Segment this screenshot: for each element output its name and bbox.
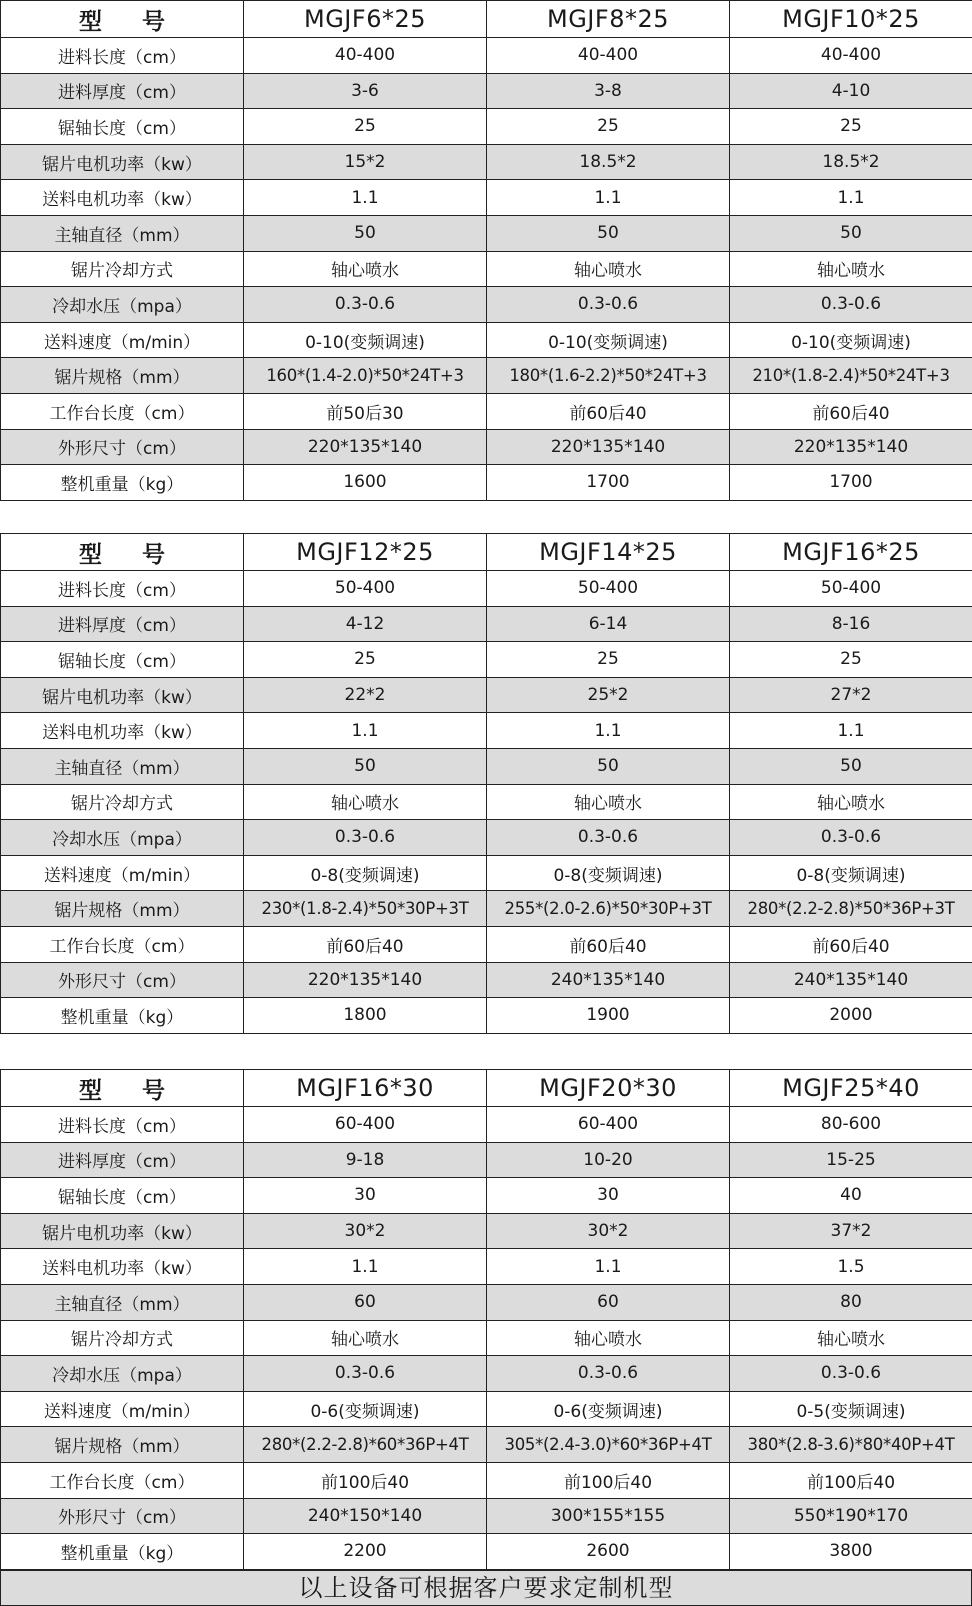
spec-value: 3-6 [244, 73, 487, 109]
spec-value: 30*2 [244, 1213, 487, 1249]
spec-value: 0-10(变频调速) [730, 322, 972, 358]
spec-label: 进料长度（cm） [1, 38, 244, 74]
spec-value: 1.5 [730, 1249, 972, 1285]
spec-value: 0.3-0.6 [487, 1356, 730, 1392]
spec-label: 工作台长度（cm） [1, 1462, 244, 1498]
spec-value: 0.3-0.6 [730, 1356, 972, 1392]
spec-value: 4-12 [244, 606, 487, 642]
spec-value: 50-400 [244, 571, 487, 607]
spec-value: 22*2 [244, 677, 487, 713]
model-name: MGJF8*25 [487, 1, 730, 38]
model-label-char: 型 [79, 1077, 102, 1104]
spec-value: 210*(1.8-2.4)*50*24T+3 [730, 358, 972, 394]
spec-value: 0.3-0.6 [244, 287, 487, 323]
spec-value: 1.1 [244, 1249, 487, 1285]
spec-label: 送料电机功率（kw） [1, 180, 244, 216]
spec-value: 25*2 [487, 677, 730, 713]
spec-row [1, 358, 972, 394]
spec-value: 2000 [730, 998, 972, 1034]
spec-value: 轴心喷水 [244, 251, 487, 287]
model-label-char: 型 [79, 8, 102, 35]
spec-value: 9-18 [244, 1142, 487, 1178]
spec-row [1, 393, 972, 429]
spec-label: 锯片规格（mm） [1, 1427, 244, 1463]
spec-row [1, 1356, 972, 1392]
spec-row [1, 1142, 972, 1178]
spec-row [1, 1249, 972, 1285]
spec-value: 60-400 [487, 1107, 730, 1143]
spec-row [1, 1498, 972, 1534]
spec-value: 305*(2.4-3.0)*60*36P+4T [487, 1427, 730, 1463]
spec-value: 380*(2.8-3.6)*80*40P+4T [730, 1427, 972, 1463]
spec-row [1, 998, 972, 1034]
spec-value: 280*(2.2-2.8)*50*36P+3T [730, 891, 972, 927]
spec-row [1, 606, 972, 642]
spec-value: 50-400 [487, 571, 730, 607]
spec-row [1, 322, 972, 358]
spec-value: 37*2 [730, 1213, 972, 1249]
spec-value: 220*135*140 [244, 962, 487, 998]
spec-row [1, 571, 972, 607]
spec-label: 送料电机功率（kw） [1, 1249, 244, 1285]
spec-row [1, 1178, 972, 1214]
spec-value: 40 [730, 1178, 972, 1214]
spec-label: 锯片规格（mm） [1, 891, 244, 927]
spec-value: 1.1 [244, 180, 487, 216]
spec-value: 1.1 [487, 180, 730, 216]
spec-value: 前60后40 [244, 926, 487, 962]
spec-value: 轴心喷水 [487, 251, 730, 287]
spec-label: 主轴直径（mm） [1, 215, 244, 251]
spec-table-1 [0, 0, 972, 501]
spec-value: 轴心喷水 [487, 784, 730, 820]
spec-value: 240*135*140 [487, 962, 730, 998]
spec-value: 50 [487, 215, 730, 251]
spec-value: 40-400 [730, 38, 972, 74]
spec-value: 0.3-0.6 [487, 820, 730, 856]
spec-label: 进料厚度（cm） [1, 73, 244, 109]
spec-value: 80 [730, 1284, 972, 1320]
spec-row [1, 891, 972, 927]
model-name: MGJF10*25 [730, 1, 972, 38]
spec-label: 整机重量（kg） [1, 998, 244, 1034]
spec-value: 0.3-0.6 [487, 287, 730, 323]
spec-label: 锯片规格（mm） [1, 358, 244, 394]
spec-value: 220*135*140 [730, 429, 972, 465]
spec-value: 前60后40 [487, 926, 730, 962]
spec-value: 3800 [730, 1534, 972, 1570]
spec-value: 40-400 [487, 38, 730, 74]
model-label-char: 号 [142, 541, 165, 568]
spec-row [1, 109, 972, 145]
spec-value: 160*(1.4-2.0)*50*24T+3 [244, 358, 487, 394]
spec-value: 240*150*140 [244, 1498, 487, 1534]
spec-value: 25 [487, 642, 730, 678]
spec-row [1, 1462, 972, 1498]
spec-row [1, 784, 972, 820]
spec-value: 220*135*140 [487, 429, 730, 465]
spec-value: 0-6(变频调速) [487, 1391, 730, 1427]
spec-label: 冷却水压（mpa） [1, 287, 244, 323]
spec-label: 整机重量（kg） [1, 1534, 244, 1570]
spec-value: 40-400 [244, 38, 487, 74]
spec-label: 锯片冷却方式 [1, 1320, 244, 1356]
model-name: MGJF12*25 [244, 534, 487, 571]
model-header-label [1, 1, 244, 38]
spec-value: 280*(2.2-2.8)*60*36P+4T [244, 1427, 487, 1463]
spec-value: 前60后40 [730, 393, 972, 429]
spec-label: 冷却水压（mpa） [1, 1356, 244, 1392]
spec-value: 1900 [487, 998, 730, 1034]
spec-row [1, 1427, 972, 1463]
spec-value: 1700 [730, 465, 972, 501]
spec-label: 锯片电机功率（kw） [1, 144, 244, 180]
model-label-char: 号 [142, 8, 165, 35]
spec-value: 80-600 [730, 1107, 972, 1143]
model-header-row [1, 1, 972, 38]
spec-value: 50 [244, 748, 487, 784]
spec-value: 300*155*155 [487, 1498, 730, 1534]
spec-value: 轴心喷水 [244, 784, 487, 820]
spec-row [1, 748, 972, 784]
spec-value: 60-400 [244, 1107, 487, 1143]
spec-label: 主轴直径（mm） [1, 748, 244, 784]
spec-value: 轴心喷水 [487, 1320, 730, 1356]
spec-value: 1.1 [487, 1249, 730, 1285]
spec-value: 255*(2.0-2.6)*50*30P+3T [487, 891, 730, 927]
spec-value: 1700 [487, 465, 730, 501]
spec-row [1, 677, 972, 713]
spec-label: 进料长度（cm） [1, 1107, 244, 1143]
spec-value: 25 [244, 109, 487, 145]
spec-label: 进料厚度（cm） [1, 606, 244, 642]
spec-value: 前60后40 [730, 926, 972, 962]
spec-row [1, 820, 972, 856]
spec-value: 0-10(变频调速) [487, 322, 730, 358]
spec-row [1, 465, 972, 501]
spec-table-3 [0, 1069, 972, 1570]
spec-value: 50 [487, 748, 730, 784]
model-name: MGJF6*25 [244, 1, 487, 38]
spec-label: 锯轴长度（cm） [1, 1178, 244, 1214]
spec-row [1, 962, 972, 998]
spec-row [1, 926, 972, 962]
spec-value: 15-25 [730, 1142, 972, 1178]
spec-value: 轴心喷水 [244, 1320, 487, 1356]
spec-value: 轴心喷水 [730, 784, 972, 820]
spec-value: 1800 [244, 998, 487, 1034]
spec-row [1, 215, 972, 251]
spec-value: 25 [244, 642, 487, 678]
spec-value: 230*(1.8-2.4)*50*30P+3T [244, 891, 487, 927]
spec-value: 0.3-0.6 [730, 820, 972, 856]
spec-row [1, 251, 972, 287]
spec-value: 0-8(变频调速) [487, 855, 730, 891]
model-name: MGJF16*25 [730, 534, 972, 571]
spec-value: 0.3-0.6 [244, 820, 487, 856]
spec-value: 15*2 [244, 144, 487, 180]
model-name: MGJF16*30 [244, 1070, 487, 1107]
spec-value: 3-8 [487, 73, 730, 109]
spec-value: 2600 [487, 1534, 730, 1570]
model-label-char: 型 [79, 541, 102, 568]
spec-value: 0-8(变频调速) [244, 855, 487, 891]
spec-value: 0.3-0.6 [244, 1356, 487, 1392]
spec-value: 6-14 [487, 606, 730, 642]
spec-row [1, 38, 972, 74]
spec-label: 送料速度（m/min） [1, 855, 244, 891]
spec-label: 主轴直径（mm） [1, 1284, 244, 1320]
spec-label: 外形尺寸（cm） [1, 429, 244, 465]
model-name: MGJF20*30 [487, 1070, 730, 1107]
spec-value: 0.3-0.6 [730, 287, 972, 323]
model-header-row [1, 534, 972, 571]
spec-value: 60 [487, 1284, 730, 1320]
spec-value: 60 [244, 1284, 487, 1320]
spec-label: 整机重量（kg） [1, 465, 244, 501]
spec-value: 8-16 [730, 606, 972, 642]
spec-row [1, 1107, 972, 1143]
spec-label: 送料速度（m/min） [1, 322, 244, 358]
spec-label: 外形尺寸（cm） [1, 962, 244, 998]
spec-label: 锯片电机功率（kw） [1, 677, 244, 713]
spec-row [1, 1391, 972, 1427]
spec-value: 220*135*140 [244, 429, 487, 465]
spec-value: 前100后40 [244, 1462, 487, 1498]
spec-row [1, 73, 972, 109]
spec-row [1, 713, 972, 749]
spec-value: 25 [487, 109, 730, 145]
spec-value: 30*2 [487, 1213, 730, 1249]
spec-label: 工作台长度（cm） [1, 926, 244, 962]
spec-label: 送料速度（m/min） [1, 1391, 244, 1427]
spec-label: 进料长度（cm） [1, 571, 244, 607]
spec-value: 25 [730, 642, 972, 678]
spec-value: 0-5(变频调速) [730, 1391, 972, 1427]
spec-row [1, 287, 972, 323]
spec-label: 冷却水压（mpa） [1, 820, 244, 856]
spec-row [1, 1534, 972, 1570]
spec-value: 前100后40 [487, 1462, 730, 1498]
spec-value: 轴心喷水 [730, 1320, 972, 1356]
spec-value: 4-10 [730, 73, 972, 109]
model-header-label [1, 1070, 244, 1107]
spec-value: 18.5*2 [730, 144, 972, 180]
spec-value: 180*(1.6-2.2)*50*24T+3 [487, 358, 730, 394]
spec-value: 1600 [244, 465, 487, 501]
spec-label: 锯片电机功率（kw） [1, 1213, 244, 1249]
spec-value: 18.5*2 [487, 144, 730, 180]
spec-row [1, 1320, 972, 1356]
spec-row [1, 1284, 972, 1320]
spec-value: 轴心喷水 [730, 251, 972, 287]
spec-value: 50 [730, 748, 972, 784]
spec-row [1, 429, 972, 465]
spec-label: 锯轴长度（cm） [1, 642, 244, 678]
spec-value: 1.1 [730, 713, 972, 749]
spec-value: 0-8(变频调速) [730, 855, 972, 891]
spec-value: 50-400 [730, 571, 972, 607]
spec-value: 0-6(变频调速) [244, 1391, 487, 1427]
spec-value: 1.1 [730, 180, 972, 216]
model-header-label [1, 534, 244, 571]
spec-value: 30 [244, 1178, 487, 1214]
spec-value: 25 [730, 109, 972, 145]
spec-value: 1.1 [244, 713, 487, 749]
spec-table-2 [0, 533, 972, 1034]
spec-row [1, 180, 972, 216]
spec-value: 0-10(变频调速) [244, 322, 487, 358]
spec-label: 外形尺寸（cm） [1, 1498, 244, 1534]
spec-value: 30 [487, 1178, 730, 1214]
spec-label: 锯片冷却方式 [1, 251, 244, 287]
spec-value: 550*190*170 [730, 1498, 972, 1534]
spec-value: 前60后40 [487, 393, 730, 429]
spec-row [1, 855, 972, 891]
spec-value: 10-20 [487, 1142, 730, 1178]
spec-row [1, 1213, 972, 1249]
spec-label: 工作台长度（cm） [1, 393, 244, 429]
spec-row [1, 642, 972, 678]
model-name: MGJF14*25 [487, 534, 730, 571]
spec-label: 锯轴长度（cm） [1, 109, 244, 145]
spec-value: 50 [730, 215, 972, 251]
model-name: MGJF25*40 [730, 1070, 972, 1107]
spec-row [1, 144, 972, 180]
spec-value: 1.1 [487, 713, 730, 749]
spec-label: 进料厚度（cm） [1, 1142, 244, 1178]
spec-label: 锯片冷却方式 [1, 784, 244, 820]
spec-value: 2200 [244, 1534, 487, 1570]
spec-value: 前50后30 [244, 393, 487, 429]
spec-value: 前100后40 [730, 1462, 972, 1498]
footer-note: 以上设备可根据客户要求定制机型 [0, 1570, 972, 1606]
model-header-row [1, 1070, 972, 1107]
spec-label: 送料电机功率（kw） [1, 713, 244, 749]
spec-value: 50 [244, 215, 487, 251]
model-label-char: 号 [142, 1077, 165, 1104]
spec-value: 27*2 [730, 677, 972, 713]
spec-value: 240*135*140 [730, 962, 972, 998]
